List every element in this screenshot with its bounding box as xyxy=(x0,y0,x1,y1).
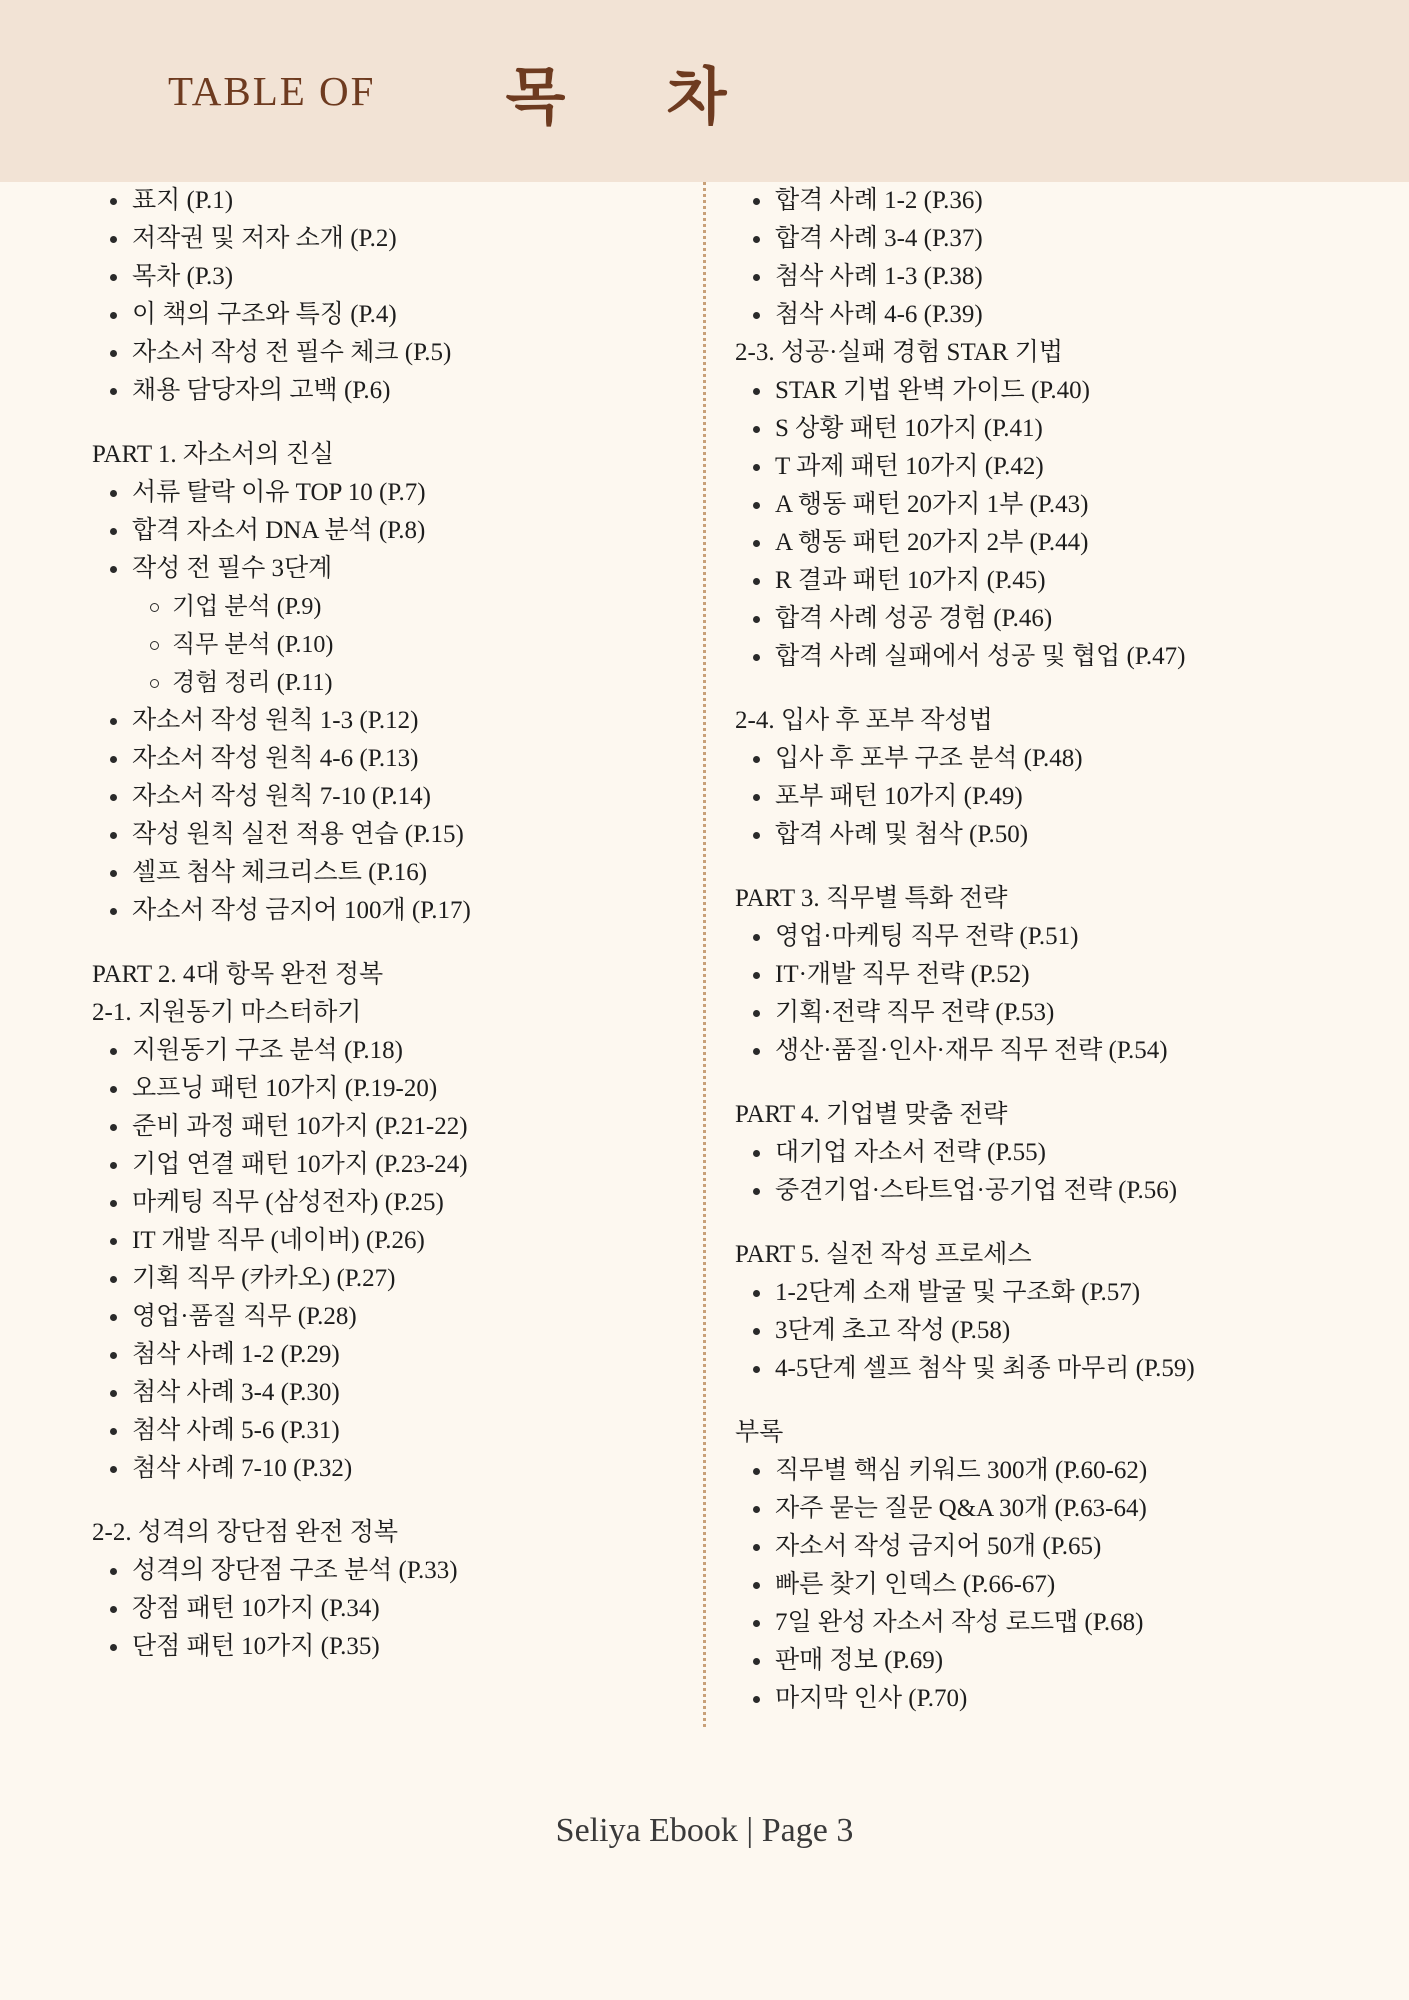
toc-entry[interactable]: 합격 사례 및 첨삭 (P.50) xyxy=(735,816,1345,854)
toc-columns xyxy=(0,182,1409,1742)
toc-entry[interactable]: 대기업 자소서 전략 (P.55) xyxy=(735,1134,1345,1172)
toc-entry[interactable]: IT 개발 직무 (네이버) (P.26) xyxy=(92,1222,702,1260)
toc-entry[interactable]: 기업 연결 패턴 10가지 (P.23-24) xyxy=(92,1146,702,1184)
toc-entry[interactable]: 자소서 작성 원칙 4-6 (P.13) xyxy=(92,740,702,778)
toc-entry[interactable]: 생산·품질·인사·재무 직무 전략 (P.54) xyxy=(735,1032,1345,1070)
toc-sub-entry[interactable]: 기업 분석 (P.9) xyxy=(92,588,702,626)
toc-entry[interactable]: S 상황 패턴 10가지 (P.41) xyxy=(735,410,1345,448)
toc-entry[interactable]: 중견기업·스타트업·공기업 전략 (P.56) xyxy=(735,1172,1345,1210)
toc-section-heading: PART 5. 실전 작성 프로세스 xyxy=(735,1241,1032,1268)
toc-entry[interactable]: 자소서 작성 전 필수 체크 (P.5) xyxy=(92,334,702,372)
toc-list-left xyxy=(92,182,702,1666)
toc-entry[interactable]: 첨삭 사례 4-6 (P.39) xyxy=(735,296,1345,334)
toc-section-heading: 2-4. 입사 후 포부 작성법 xyxy=(735,707,993,734)
toc-entry[interactable]: 목차 (P.3) xyxy=(92,258,702,296)
toc-entry[interactable]: 셀프 첨삭 체크리스트 (P.16) xyxy=(92,854,702,892)
toc-sub-entry[interactable]: 경험 정리 (P.11) xyxy=(92,664,702,702)
toc-column-right xyxy=(735,182,1345,1718)
toc-entry[interactable]: 준비 과정 패턴 10가지 (P.21-22) xyxy=(92,1108,702,1146)
toc-entry[interactable]: 포부 패턴 10가지 (P.49) xyxy=(735,778,1345,816)
toc-entry[interactable]: 첨삭 사례 7-10 (P.32) xyxy=(92,1450,702,1488)
header-title-korean: 목 차 xyxy=(505,62,769,132)
toc-entry[interactable]: 1-2단계 소재 발굴 및 구조화 (P.57) xyxy=(735,1274,1345,1312)
toc-entry[interactable]: 자주 묻는 질문 Q&A 30개 (P.63-64) xyxy=(735,1490,1345,1528)
toc-entry[interactable]: 첨삭 사례 3-4 (P.30) xyxy=(92,1374,702,1412)
toc-section-heading: PART 2. 4대 항목 완전 정복 xyxy=(92,961,384,988)
toc-entry[interactable]: A 행동 패턴 20가지 2부 (P.44) xyxy=(735,524,1345,562)
toc-entry[interactable]: 합격 사례 실패에서 성공 및 협업 (P.47) xyxy=(735,638,1345,676)
header-title-english: TABLE OF xyxy=(168,68,376,114)
toc-entry[interactable]: 직무별 핵심 키워드 300개 (P.60-62) xyxy=(735,1452,1345,1490)
toc-entry[interactable]: 합격 사례 1-2 (P.36) xyxy=(735,182,1345,220)
list-spacer xyxy=(92,930,702,956)
toc-section-heading: 2-3. 성공·실패 경험 STAR 기법 xyxy=(735,339,1064,366)
toc-entry[interactable]: 합격 사례 3-4 (P.37) xyxy=(735,220,1345,258)
toc-entry[interactable]: 영업·마케팅 직무 전략 (P.51) xyxy=(735,918,1345,956)
toc-entry[interactable]: T 과제 패턴 10가지 (P.42) xyxy=(735,448,1345,486)
toc-entry[interactable]: 채용 담당자의 고백 (P.6) xyxy=(92,372,702,410)
list-spacer xyxy=(735,1070,1345,1096)
toc-entry[interactable]: R 결과 패턴 10가지 (P.45) xyxy=(735,562,1345,600)
toc-section-heading: 부록 xyxy=(735,1419,784,1446)
toc-entry[interactable]: 서류 탈락 이유 TOP 10 (P.7) xyxy=(92,474,702,512)
toc-entry[interactable]: 마케팅 직무 (삼성전자) (P.25) xyxy=(92,1184,702,1222)
toc-list-right xyxy=(735,182,1345,1718)
toc-entry[interactable]: STAR 기법 완벽 가이드 (P.40) xyxy=(735,372,1345,410)
toc-entry[interactable]: A 행동 패턴 20가지 1부 (P.43) xyxy=(735,486,1345,524)
list-spacer xyxy=(735,676,1345,702)
list-spacer xyxy=(92,1488,702,1514)
toc-entry[interactable]: 성격의 장단점 구조 분석 (P.33) xyxy=(92,1552,702,1590)
toc-entry[interactable]: 4-5단계 셀프 첨삭 및 최종 마무리 (P.59) xyxy=(735,1350,1345,1388)
toc-entry[interactable]: 표지 (P.1) xyxy=(92,182,702,220)
page-footer: Seliya Ebook | Page 3 xyxy=(555,1812,854,1849)
toc-section-heading: PART 4. 기업별 맞춤 전략 xyxy=(735,1101,1008,1128)
toc-section-heading: PART 3. 직무별 특화 전략 xyxy=(735,885,1008,912)
toc-entry[interactable]: 자소서 작성 금지어 50개 (P.65) xyxy=(735,1528,1345,1566)
toc-entry[interactable]: 첨삭 사례 1-2 (P.29) xyxy=(92,1336,702,1374)
toc-entry[interactable]: 판매 정보 (P.69) xyxy=(735,1642,1345,1680)
toc-entry[interactable]: 마지막 인사 (P.70) xyxy=(735,1680,1345,1718)
list-spacer xyxy=(735,1388,1345,1414)
toc-entry[interactable]: 단점 패턴 10가지 (P.35) xyxy=(92,1628,702,1666)
toc-entry[interactable]: 자소서 작성 원칙 1-3 (P.12) xyxy=(92,702,702,740)
toc-entry[interactable]: 빠른 찾기 인덱스 (P.66-67) xyxy=(735,1566,1345,1604)
toc-entry[interactable]: 기획 직무 (카카오) (P.27) xyxy=(92,1260,702,1298)
toc-entry[interactable]: 자소서 작성 원칙 7-10 (P.14) xyxy=(92,778,702,816)
toc-entry[interactable]: 첨삭 사례 1-3 (P.38) xyxy=(735,258,1345,296)
toc-entry[interactable]: 오프닝 패턴 10가지 (P.19-20) xyxy=(92,1070,702,1108)
toc-entry[interactable]: 저작권 및 저자 소개 (P.2) xyxy=(92,220,702,258)
list-spacer xyxy=(92,410,702,436)
toc-entry[interactable]: 영업·품질 직무 (P.28) xyxy=(92,1298,702,1336)
toc-section-heading: 2-2. 성격의 장단점 완전 정복 xyxy=(92,1519,399,1546)
toc-entry[interactable]: 입사 후 포부 구조 분석 (P.48) xyxy=(735,740,1345,778)
toc-entry[interactable]: 작성 원칙 실전 적용 연습 (P.15) xyxy=(92,816,702,854)
list-spacer xyxy=(735,1210,1345,1236)
toc-sub-entry[interactable]: 직무 분석 (P.10) xyxy=(92,626,702,664)
toc-entry[interactable]: 작성 전 필수 3단계 xyxy=(92,550,702,588)
toc-column-left xyxy=(92,182,702,1666)
toc-entry[interactable]: 자소서 작성 금지어 100개 (P.17) xyxy=(92,892,702,930)
toc-entry[interactable]: 이 책의 구조와 특징 (P.4) xyxy=(92,296,702,334)
toc-entry[interactable]: 첨삭 사례 5-6 (P.31) xyxy=(92,1412,702,1450)
toc-entry[interactable]: IT·개발 직무 전략 (P.52) xyxy=(735,956,1345,994)
list-spacer xyxy=(735,854,1345,880)
toc-entry[interactable]: 지원동기 구조 분석 (P.18) xyxy=(92,1032,702,1070)
page-header xyxy=(0,0,1409,182)
toc-entry[interactable]: 합격 자소서 DNA 분석 (P.8) xyxy=(92,512,702,550)
toc-entry[interactable]: 7일 완성 자소서 작성 로드맵 (P.68) xyxy=(735,1604,1345,1642)
toc-section-heading: PART 1. 자소서의 진실 xyxy=(92,441,335,468)
toc-entry[interactable]: 기획·전략 직무 전략 (P.53) xyxy=(735,994,1345,1032)
toc-entry[interactable]: 합격 사례 성공 경험 (P.46) xyxy=(735,600,1345,638)
toc-section-heading: 2-1. 지원동기 마스터하기 xyxy=(92,999,362,1026)
toc-entry[interactable]: 3단계 초고 작성 (P.58) xyxy=(735,1312,1345,1350)
toc-entry[interactable]: 장점 패턴 10가지 (P.34) xyxy=(92,1590,702,1628)
